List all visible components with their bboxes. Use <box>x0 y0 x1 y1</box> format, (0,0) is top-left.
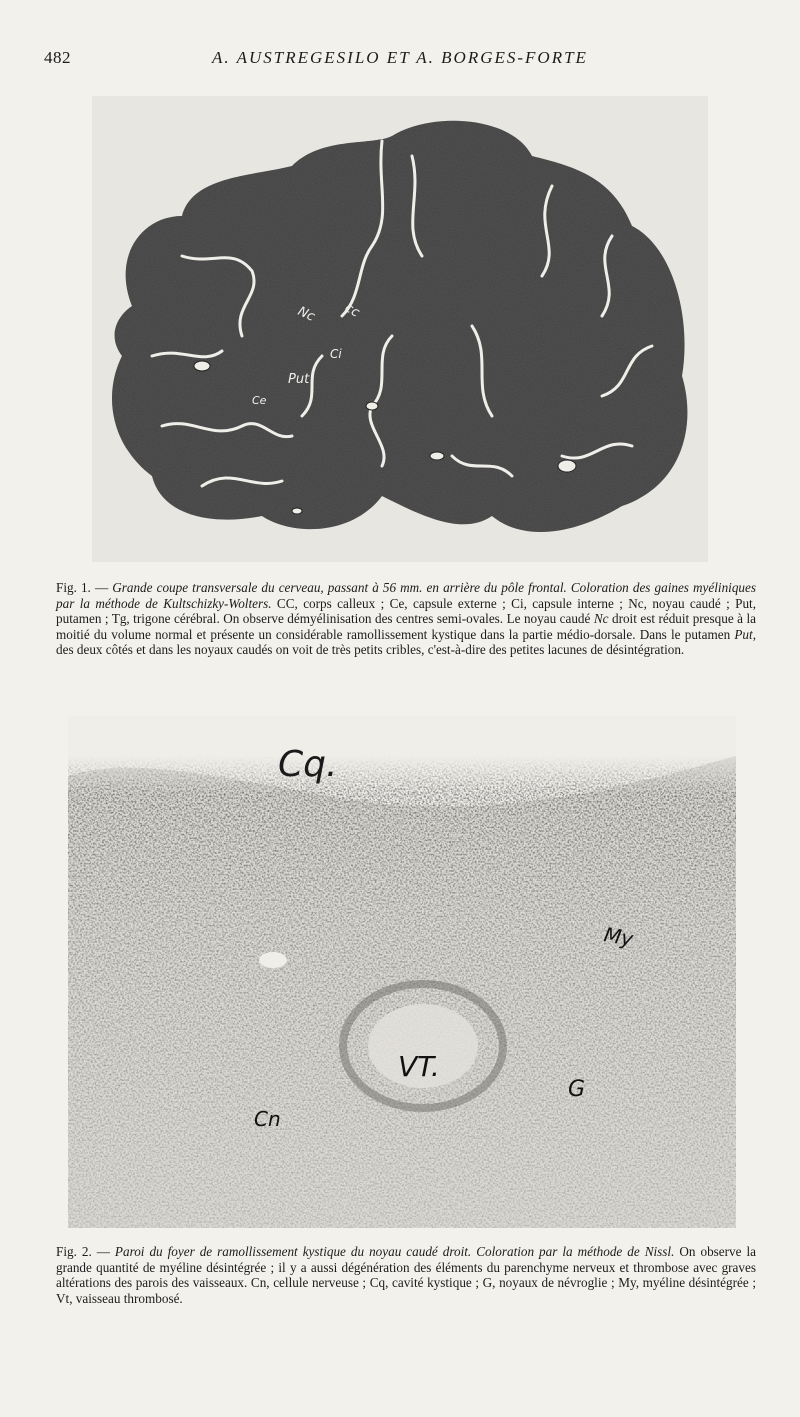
caption-1-body-c: des deux côtés et dans les noyaux caudés on voit de très petits cribles, c'est-à-dire des petites lacunes de désintégration. <box>56 642 685 658</box>
figure-2-caption <box>56 1244 756 1306</box>
caption-1-body-b: droit est réduit presque à la moitié du volume normal et présente un considérable ramollissement kystique dans la partie médio-dorsale. Dans le putamen <box>56 611 757 642</box>
caption-1-nc: Nc <box>593 611 609 627</box>
caption-1-title: Grande coupe transversale du cerveau, passant à 56 mm. en arrière du pôle frontal. Coloration des gaines myéliniques par la méthode de Kultschizky-Wolters. <box>56 580 757 611</box>
figure-2-micrograph <box>68 716 736 1228</box>
label-cc: cc <box>342 300 362 321</box>
label-vt: VT. <box>398 1050 440 1083</box>
label-g: G <box>568 1077 586 1102</box>
label-ci: Ci <box>330 347 342 361</box>
caption-2-title: Paroi du foyer de ramollissement kystique du noyau caudé droit. Coloration par la méthode de Nissl. <box>114 1244 675 1259</box>
label-cn: Cn <box>254 1107 281 1131</box>
running-head: A. AUSTREGESILO ET A. BORGES-FORTE <box>212 48 588 67</box>
caption-1-body-a: CC, corps calleux ; Ce, capsule externe ; Ci, capsule interne ; Nc, noyau caudé ; Put, putamen ; Tg, trigone cérébral. On observe démyélinisation des centres semi-ovales. Le noyau caudé <box>56 595 757 627</box>
caption-1-lead: Fig. 1. — <box>56 580 113 595</box>
caption-2-lead: Fig. 2. — <box>56 1244 115 1259</box>
label-ce: Ce <box>252 394 267 407</box>
label-my: My <box>602 922 635 951</box>
label-cq: Cq. <box>278 744 338 785</box>
figure-1-brain-section <box>92 96 708 562</box>
label-put: Put <box>288 372 310 387</box>
figure-1-caption <box>56 580 756 658</box>
caption-2-body: On observe la grande quantité de myéline désintégrée ; il y a aussi dégénération des éléments du parenchyme nerveux et thrombose avec graves altérations des parois des vaisseaux. Cn, cellule nerveuse ; Cq, cavité kystique ; G, noyaux de névroglie ; My, myéline désintégrée ; Vt, vaisseau thrombosé. <box>56 1244 756 1306</box>
page-number: 482 <box>44 48 71 67</box>
caption-1-put: Put, <box>734 626 756 642</box>
label-nc: Nc <box>295 304 317 325</box>
